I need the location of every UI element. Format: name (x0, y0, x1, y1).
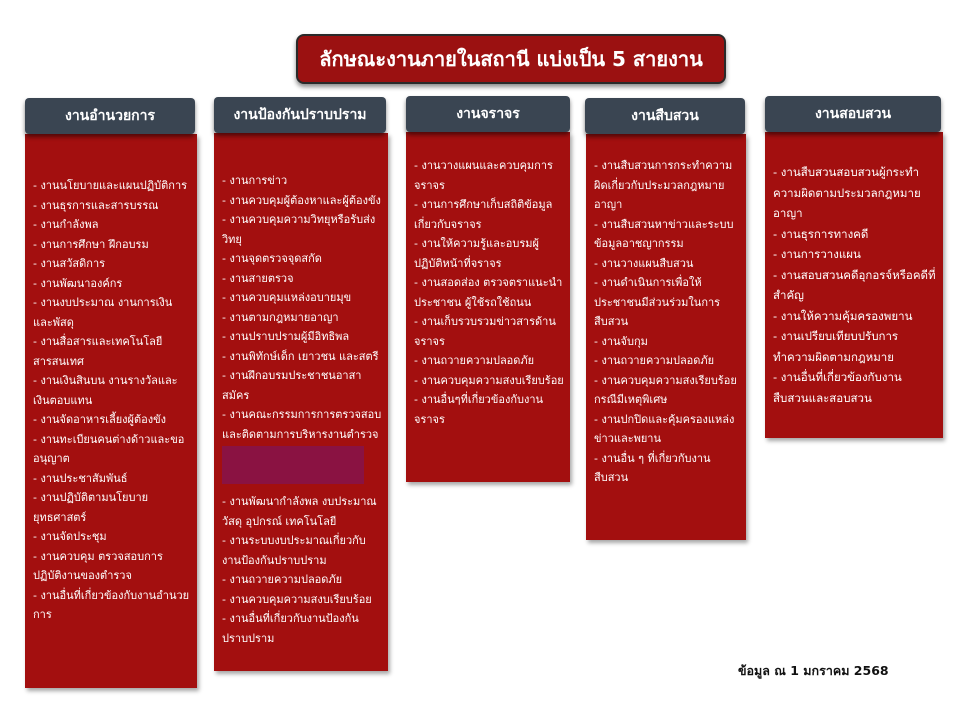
list-item: - งานดำเนินการเพื่อให้ประชาชนมีส่วนร่วมในการสืบสวน (594, 276, 721, 328)
list-item: - งานอื่นที่เกี่ยวข้องกับงานอำนวยการ (33, 588, 190, 621)
list-item: - งานถวายความปลอดภัย (222, 573, 343, 586)
list-item: - งานการวางแผน (773, 247, 861, 261)
list-item: - งานทะเบียนคนต่างด้าวและขออนุญาต (33, 432, 185, 465)
panel-inquiry (765, 132, 943, 438)
list-item: - งานจัดอาหารเลี้ยงผู้ต้องขัง (33, 413, 167, 426)
panel-administration (25, 134, 197, 688)
column-header-investigation: งานสืบสวน (585, 98, 745, 134)
list-item: - งานอื่นๆที่เกี่ยวข้องกับงานจราจร (414, 393, 544, 426)
list-item: - งานปราบปรามผู้มีอิทธิพล (222, 330, 350, 343)
list-item: - งานถวายความปลอดภัย (594, 354, 715, 367)
list-item: - งานควบคุมความวิทยุหรือรับส่งวิทยุ (222, 213, 376, 246)
list-item: - งานควบคุมความสงเรียบร้อยกรณีมีเหตุพิเศษ (594, 373, 737, 406)
list-item: - งานเก็บรวบรวมข่าวสารด้านจราจร (414, 315, 556, 348)
list-item: - งานสวัสดิการ (33, 257, 106, 270)
column-header-administration: งานอำนวยการ (25, 98, 195, 134)
list-item: - งานปกปิดและคุ้มครองแหล่งข่าวและพยาน (594, 412, 735, 445)
column-header-inquiry: งานสอบสวน (765, 96, 941, 132)
list-item: - งานอื่นที่เกี่ยวข้องกับงานสืบสวนและสอบสวน (773, 370, 902, 405)
panel-crime-prevention (214, 133, 388, 671)
panel-investigation (586, 134, 746, 540)
list-item: - งานตามกฎหมายอาญา (222, 310, 339, 324)
list-item: - งานการข่าว (222, 174, 288, 187)
list-item: - งานธุรการและสารบรรณ (33, 198, 159, 212)
list-item: - งานให้ความรู้และอบรมผู้ปฏิบัติหน้าที่จราจร (414, 237, 539, 270)
list-administration (33, 176, 191, 625)
list-item: - งานจัดประชุม (33, 530, 107, 543)
highlight-block (222, 446, 364, 484)
list-item: - งานควบคุมความสงบเรียบร้อย (222, 592, 372, 606)
list-inquiry (773, 162, 937, 408)
list-item: - งานจุดตรวจจุดสกัด (222, 252, 322, 265)
list-item: - งานอื่น ๆ ที่เกี่ยวกับงานสืบสวน (594, 451, 711, 484)
list-item: - งานสอดส่อง ตรวจตราแนะนำประชาชน ผู้ใช้รถใช้ถนน (414, 276, 563, 309)
list-item: - งานฝึกอบรมประชาชนอาสาสมัคร (222, 369, 362, 402)
list-item: - งานควบคุมแหล่งอบายมุข (222, 291, 352, 304)
list-item: - งานนโยบายและแผนปฏิบัติการ (33, 179, 188, 192)
list-item: - งานการศึกษาเก็บสถิติข้อมูลเกี่ยวกับจราจร (414, 198, 553, 231)
list-item: - งานสืบสวนการกระทำความผิดเกี่ยวกับประมวลกฎหมายอาญา (594, 159, 733, 211)
data-date-note: ข้อมูล ณ 1 มกราคม 2568 (738, 663, 889, 678)
list-item: - งานงบประมาณ งานการเงินและพัสดุ (33, 296, 173, 329)
list-item: - งานอื่นที่เกี่ยวกับงานป้องกันปราบปราม (222, 612, 359, 645)
list-item: - งานควบคุม ตรวจสอบการปฏิบัติงานของตำรวจ (33, 549, 163, 582)
column-header-traffic: งานจราจร (406, 96, 570, 132)
list-item: - งานควบคุมผู้ต้องหาและผู้ต้องขัง (222, 193, 381, 207)
list-item: - งานปฏิบัติตามนโยบายยุทธศาสตร์ (33, 491, 149, 524)
list-crime-prevention-continued (222, 492, 382, 648)
list-item: - งานสอบสวนคดีอุกอรจ์หรือคดีที่สำคัญ (773, 267, 936, 302)
list-item: - งานสืบสวนหาข่าวและระบบข้อมูลอาชญากรรม (594, 217, 734, 250)
list-item: - งานวางแผนสืบสวน (594, 256, 694, 270)
list-item: - งานถวายความปลอดภัย (414, 354, 535, 367)
column-header-crime-prevention: งานป้องกันปราบปราม (214, 97, 386, 133)
list-investigation (594, 156, 740, 488)
list-item: - งานสื่อสารและเทคโนโลยีสารสนเทศ (33, 335, 163, 368)
list-item: - งานจับกุม (594, 334, 648, 348)
list-traffic (414, 156, 564, 429)
list-crime-prevention (222, 171, 382, 444)
list-item: - งานควบคุมความสงบเรียบร้อย (414, 373, 564, 387)
list-item: - งานระบบงบประมาณเกี่ยวกับงานป้องกันปราบปราม (222, 534, 366, 567)
list-item: - งานกำลังพล (33, 218, 99, 231)
list-item: - งานสืบสวนสอบสวนผู้กระทำความผิดตามประมวลกฎหมายอาญา (773, 165, 921, 220)
list-item: - งานวางแผนและควบคุมการจราจร (414, 159, 553, 192)
list-item: - งานพัฒนาองค์กร (33, 276, 123, 290)
list-item: - งานพัฒนากำลังพล งบประมาณวัสดุ อุปกรณ์ เทคโนโลยี (222, 495, 377, 528)
list-item: - งานสายตรวจ (222, 271, 294, 285)
list-item: - งานการศึกษา ฝึกอบรม (33, 237, 149, 251)
panel-traffic (406, 132, 570, 482)
list-item: - งานเปรียบเทียบปรับการทำความผิดตามกฎหมาย (773, 329, 899, 364)
list-item: - งานเงินสินบน งานรางวัลและเงินตอบแทน (33, 374, 178, 407)
list-item: - งานประชาสัมพันธ์ (33, 471, 128, 485)
page-title: ลักษณะงานภายในสถานี แบ่งเป็น 5 สายงาน (296, 34, 726, 84)
list-item: - งานพิทักษ์เด็ก เยาวชน และสตรี (222, 349, 379, 363)
list-item: - งานคณะกรรมการการตรวจสอบและติดตามการบริหารงานตำรวจ (222, 408, 382, 441)
list-item: - งานให้ความคุ้มครองพยาน (773, 308, 913, 323)
list-item: - งานธุรการทางคดี (773, 226, 869, 241)
